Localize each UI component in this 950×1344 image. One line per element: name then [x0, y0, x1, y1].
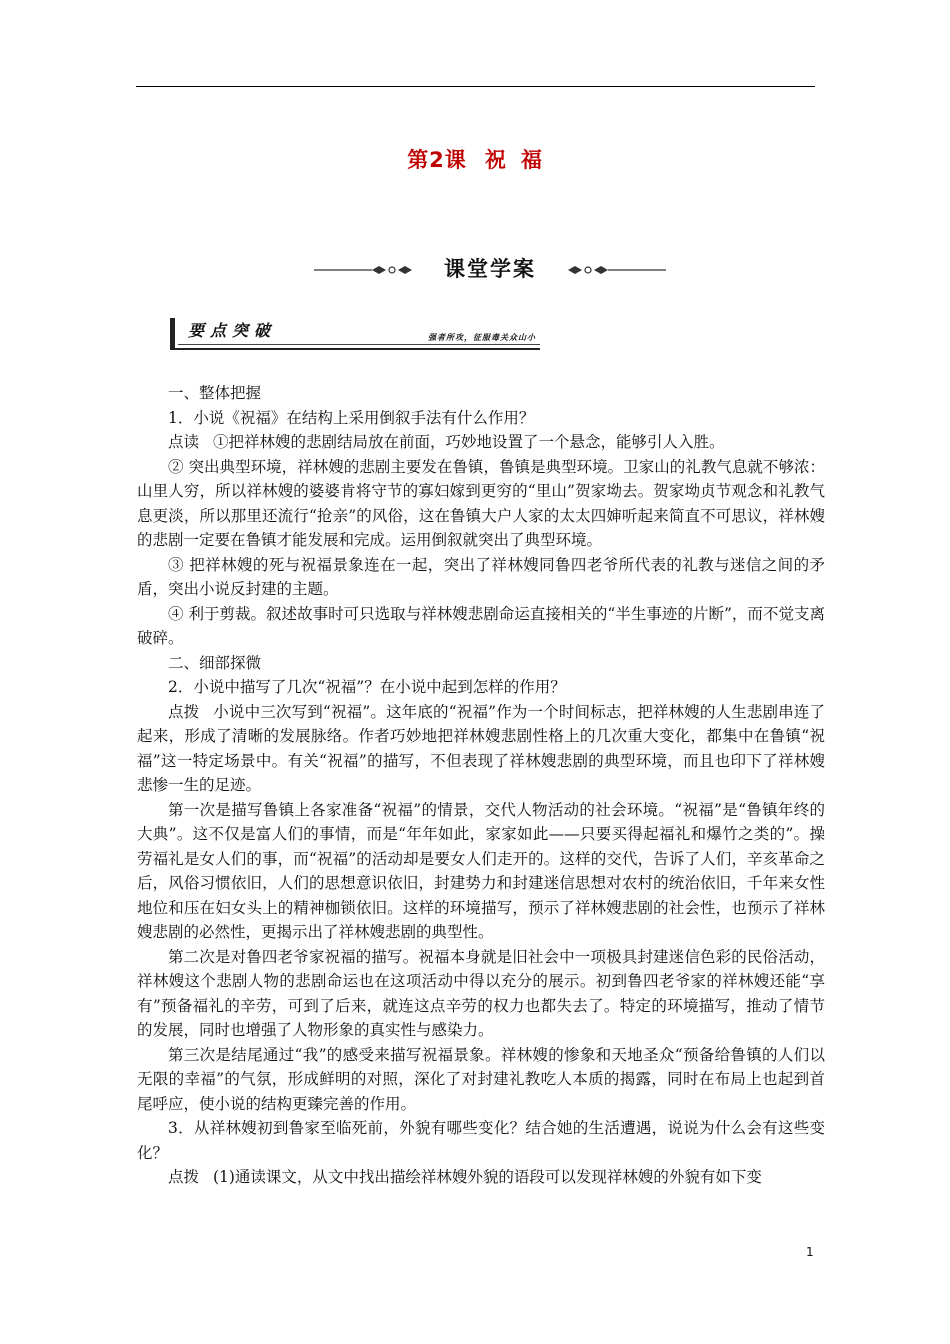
title-char-1: 祝: [484, 148, 507, 172]
answer-1-point-3: ③ 把祥林嫂的死与祝福景象连在一起，突出了祥林嫂同鲁四老爷所代表的礼教与迷信之间的矛盾，突出小说反封建的主题。: [137, 555, 825, 598]
section-heading-1: 一、整体把握: [168, 384, 262, 402]
banner-title: 课堂学案: [444, 257, 536, 281]
key-points-header: [170, 318, 540, 350]
section-banner: [310, 254, 670, 286]
answer-2-intro: [137, 700, 825, 798]
answer-1-intro: [137, 430, 825, 455]
answer-3-intro: [137, 1165, 825, 1190]
lesson-number: 第2课: [407, 148, 467, 172]
answer-2-text: 小说中三次写到“祝福”。这年底的“祝福”作为一个时间标志，把祥林嫂的人生悲剧串连了起来，形成了清晰的发展脉络。作者巧妙地把祥林嫂悲剧性格上的几次重大变化，都集中在鲁镇“祝福”这一特定场景中。有关“祝福”的描写，不但表现了祥林嫂悲剧的典型环境，而且也印下了祥林嫂悲惨一生的足迹。: [137, 702, 825, 794]
answer-label: 点拨: [168, 702, 200, 721]
key-points-bar: [170, 318, 175, 350]
title-char-2: 福: [520, 148, 543, 172]
key-points-rule-thin: [178, 344, 540, 345]
key-points-title: 要点突破: [188, 321, 277, 340]
section-heading-2: 二、细部探微: [168, 653, 262, 672]
header-rule: [136, 86, 815, 87]
question-2: 2．小说中描写了几次“祝福”？在小说中起到怎样的作用？: [168, 678, 566, 696]
answer-label: 点拨: [168, 1168, 200, 1186]
question-1: 1．小说《祝福》在结构上采用倒叙手法有什么作用？: [168, 408, 535, 427]
page-title: [0, 144, 950, 174]
page-number: 1: [806, 1245, 814, 1259]
answer-label: 点读: [168, 433, 200, 451]
key-points-motto: 强者所攻，征服毒关众山小: [428, 333, 536, 342]
answer-1-point-4: ④ 利于剪裁。叙述故事时可只选取与祥林嫂悲剧命运直接相关的“半生事迹的片断”，而不觉支离破碎。: [137, 604, 825, 647]
main-content: [137, 381, 825, 1190]
answer-2-para-3: 第二次是对鲁四老爷家祝福的描写。祝福本身就是旧社会中一项极具封建迷信色彩的民俗活动，祥林嫂这个悲剧人物的悲剧命运也在这项活动中得以充分的展示。初到鲁四老爷家的祥林嫂还能“享有”预备福礼的辛劳，可到了后来，就连这点辛劳的权力也都失去了。特定的环境描写，推动了情节的发展，同时也增强了人物形象的真实性与感染力。: [137, 947, 825, 1039]
answer-2-para-4: 第三次是结尾通过“我”的感受来描写祝福景象。祥林嫂的惨象和天地圣众“预备给鲁镇的人们以无限的幸福”的气氛，形成鲜明的对照，深化了对封建礼教吃人本质的揭露，同时在布局上也起到首尾呼应，使小说的结构更臻完善的作用。: [137, 1045, 825, 1113]
key-points-rule: [170, 348, 540, 350]
answer-2-para-2: 第一次是描写鲁镇上各家准备“祝福”的情景，交代人物活动的社会环境。“祝福”是“鲁镇年终的大典”。这不仅是富人们的事情，而是“年年如此，家家如此——只要买得起福礼和爆竹之类的”。操劳福礼是女人们的事，而“祝福”的活动却是要女人们走开的。这样的交代，告诉了人们，辛亥革命之后，风俗习惯依旧，人们的思想意识依旧，封建势力和封建迷信思想对农村的统治依旧，千年来女性地位和压在妇女头上的精神枷锁依旧。这样的环境描写，预示了祥林嫂悲剧的社会性，也预示了祥林嫂悲剧的必然性，更揭示出了祥林嫂悲剧的典型性。: [137, 800, 825, 941]
question-3: 3．从祥林嫂初到鲁家至临死前，外貌有哪些变化？结合她的生活遭遇，说说为什么会有这些变化？: [137, 1119, 825, 1162]
answer-1-text: ①把祥林嫂的悲剧结局放在前面，巧妙地设置了一个悬念，能够引人入胜。: [212, 433, 725, 451]
answer-3-text: (1)通读课文，从文中找出描绘祥林嫂外貌的语段可以发现祥林嫂的外貌有如下变: [212, 1168, 762, 1186]
answer-1-point-2: ② 突出典型环境，祥林嫂的悲剧主要发在鲁镇，鲁镇是典型环境。卫家山的礼教气息就不够浓：山里人穷，所以祥林嫂的婆婆肯将守节的寡妇嫁到更穷的“里山”贺家坳去。贺家坳贞节观念和礼教气息更淡，所以那里还流行“抢亲”的风俗，这在鲁镇大户人家的太太四婶听起来简直不可思议，祥林嫂的悲剧一定要在鲁镇才能发展和完成。运用倒叙就突出了典型环境。: [137, 457, 825, 549]
